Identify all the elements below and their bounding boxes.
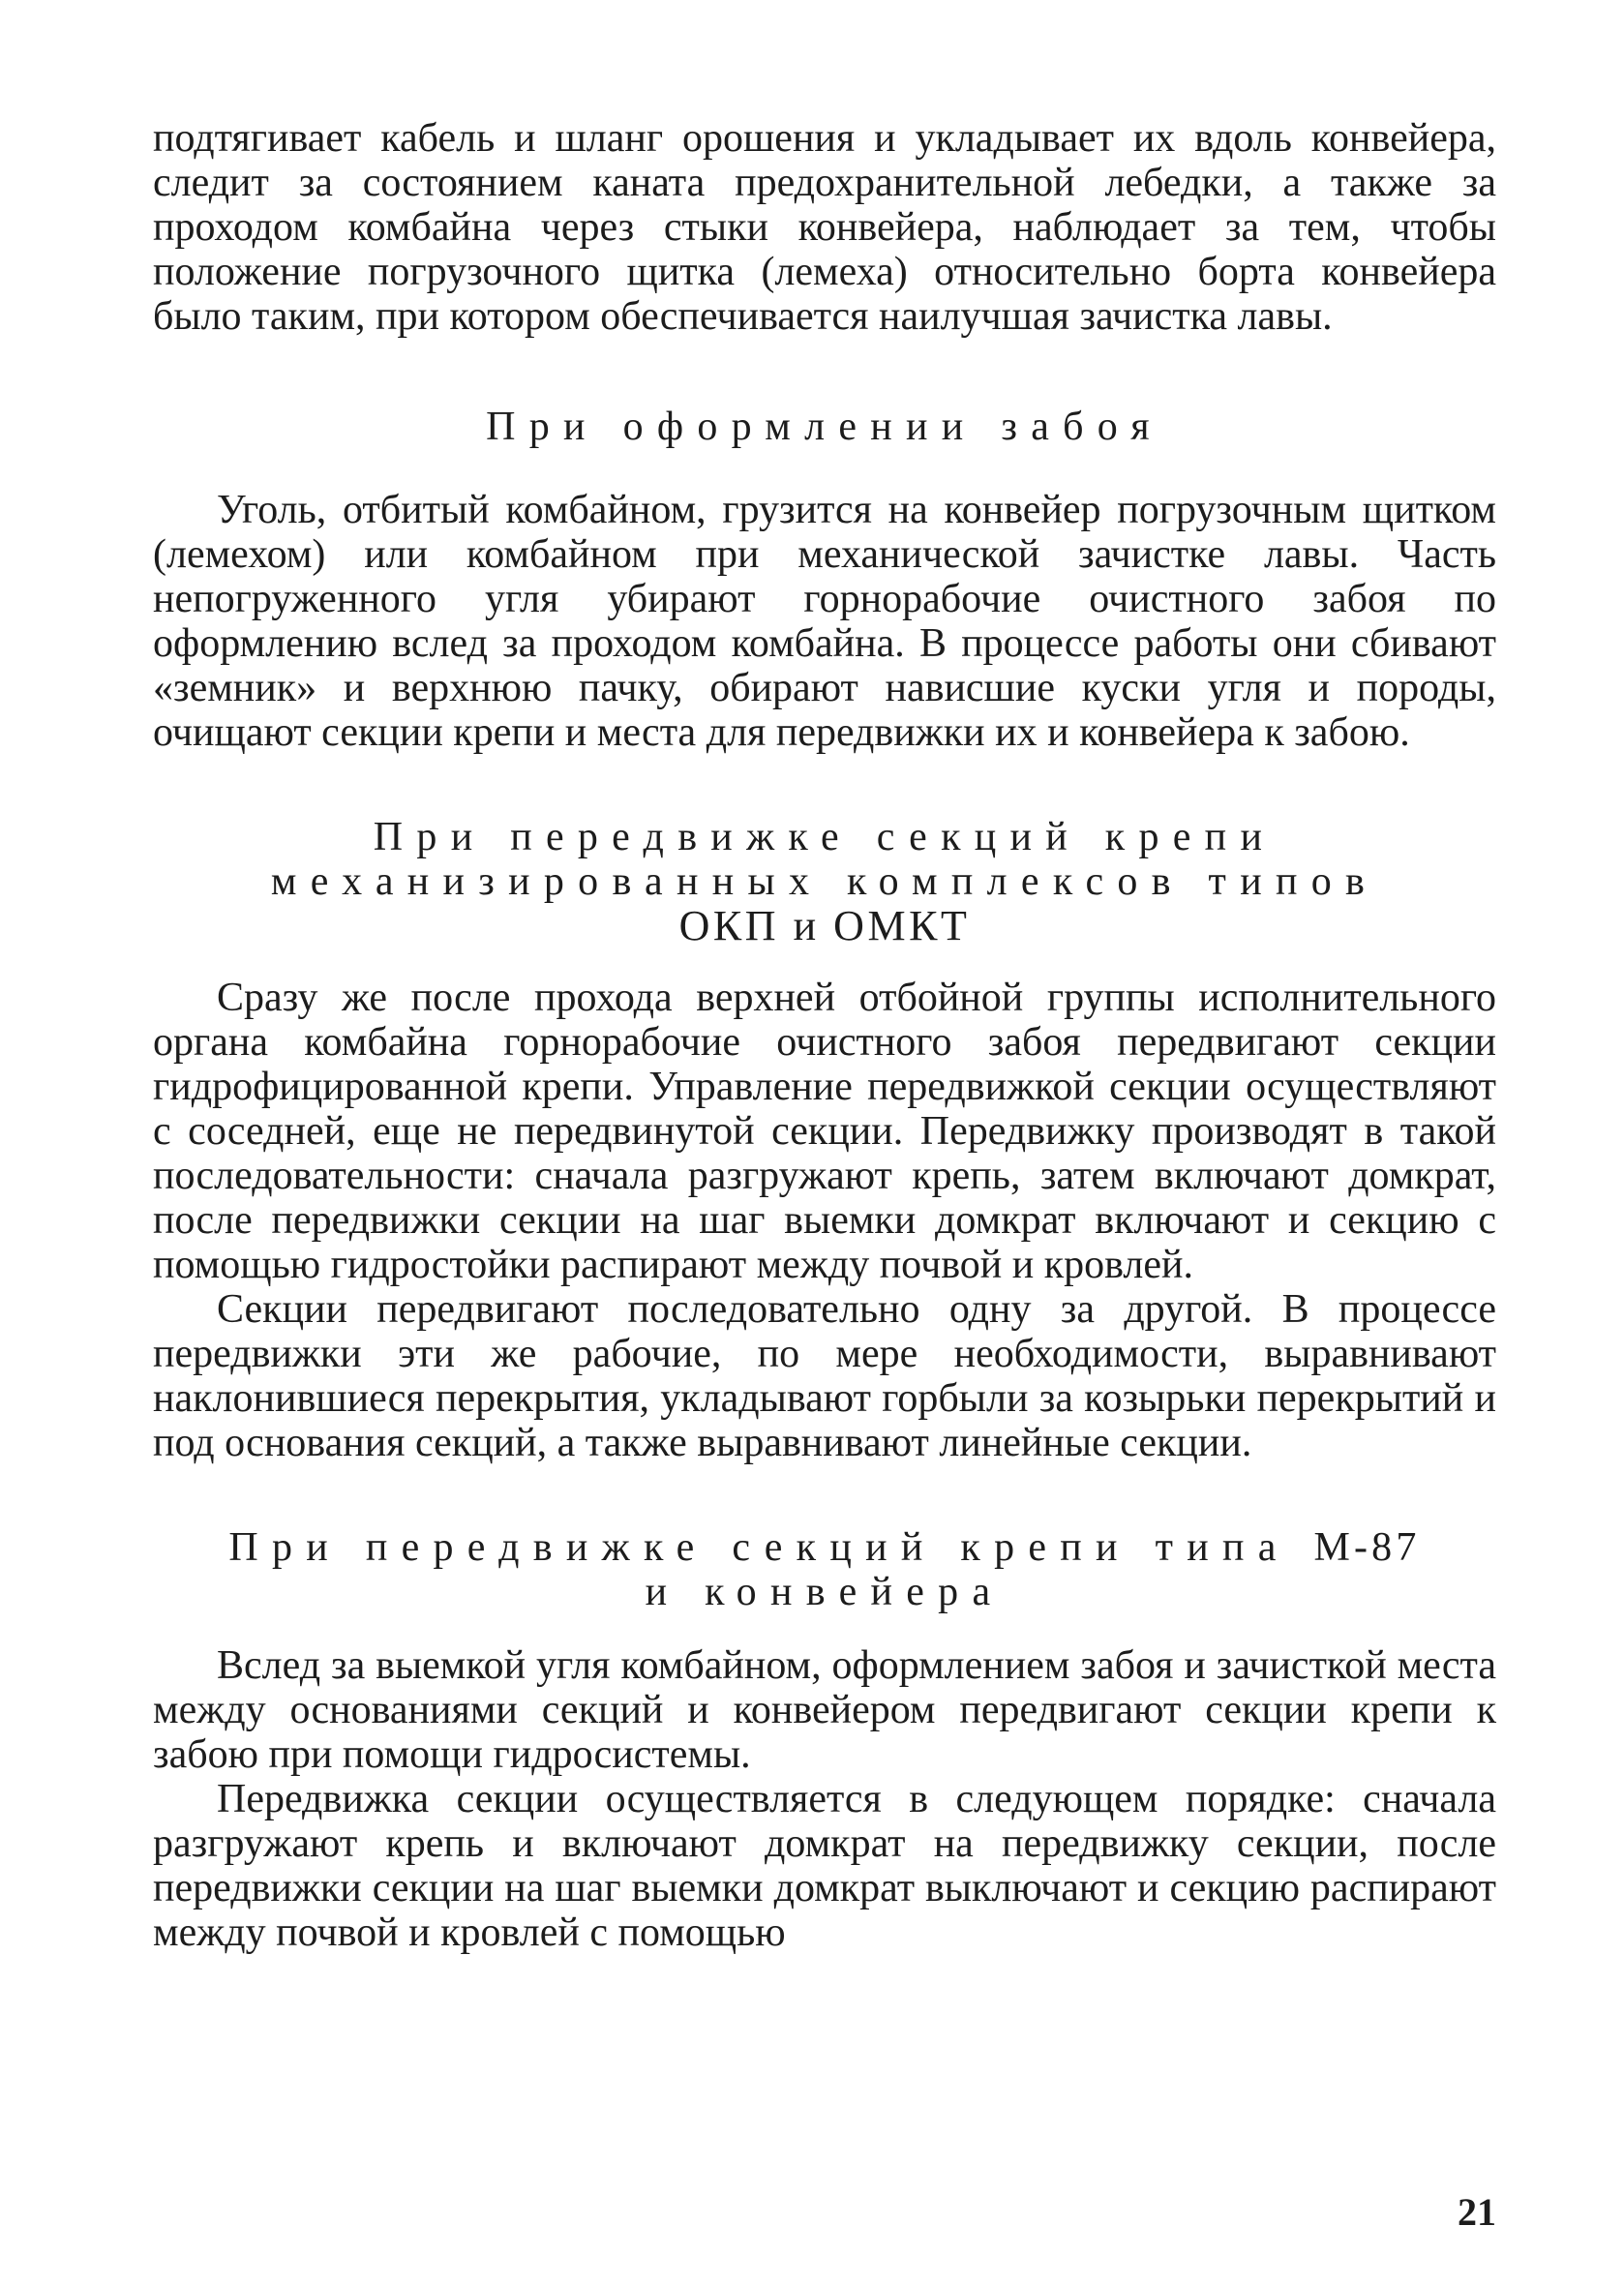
page-number: 21 [1458,2190,1496,2234]
heading-line-1 [153,1525,1496,1570]
paragraph-okp-omkt-1: Сразу же после прохода верхней отбойной группы исполнительного органа комбайна горнорабочие очистного забоя передвигают секции гидрофицированной крепи. Управление передвижкой секции осуществляют с соседней, еще не передвинутой секции. Передвижку производят в такой последовательности: сначала разгружают крепь, затем включают домкрат, после передвижки секции на шаг выемки домкрат включают и секцию с помощью гидростойки распирают между почвой и кровлей. [153,976,1496,1287]
heading-code: М-87 [1313,1525,1421,1570]
paragraph-okp-omkt-2: Секции передвигают последовательно одну за другой. В процессе передвижки эти же рабочие, по мере необходимости, выравнивают наклонившиеся перекрытия, укладывают горбыли за козырьки перекрытий и под основания секций, а также выравнивают линейные секции. [153,1287,1496,1465]
heading-line-1: При передвижке секций крепи [373,815,1277,859]
heading-line-2: и конвейера [645,1570,1005,1614]
paragraph-m87-2: Передвижка секции осуществляется в следующем порядке: сначала разгружают крепь и включают домкрат на передвижку секции, после передвижки секции на шаг выемки домкрат выключают и секцию распирают между почвой и кровлей с помощью [153,1777,1496,1955]
page-body [153,116,1496,1955]
section-heading-okp-omkt [153,815,1496,948]
section-heading-m87 [153,1525,1496,1614]
heading-text: При передвижке секций крепи типа [228,1525,1290,1570]
paragraph-face-preparation: Уголь, отбитый комбайном, грузится на конвейер погрузочным щитком (лемехом) или комбайном при механической зачистке лавы. Часть непогруженного угля убирают горнорабочие очистного забоя по оформлению вслед за проходом комбайна. В процессе работы они сбивают «земник» и верхнюю пачку, обирают нависшие куски угля и породы, очищают секции крепи и места для передвижки их и конвейера к забою. [153,488,1496,755]
paragraph-m87-1: Вслед за выемкой угля комбайном, оформлением забоя и зачисткой места между основаниями секций и конвейером передвигают секции крепи к забою при помощи гидросистемы. [153,1643,1496,1777]
section-heading-face-preparation: При оформлении забоя [486,405,1163,449]
heading-line-3: ОКП и ОМКТ [678,902,971,949]
heading-line-2: механизированных комплексов типов [270,859,1379,904]
paragraph-intro: подтягивает кабель и шланг орошения и укладывает их вдоль конвейера, следит за состоянием каната предохранительной лебедки, а также за проходом комбайна через стыки конвейера, наблюдает за тем, чтобы положение погрузочного щитка (лемеха) относительно борта конвейера было таким, при котором обеспечивается наилучшая зачистка лавы. [153,116,1496,339]
